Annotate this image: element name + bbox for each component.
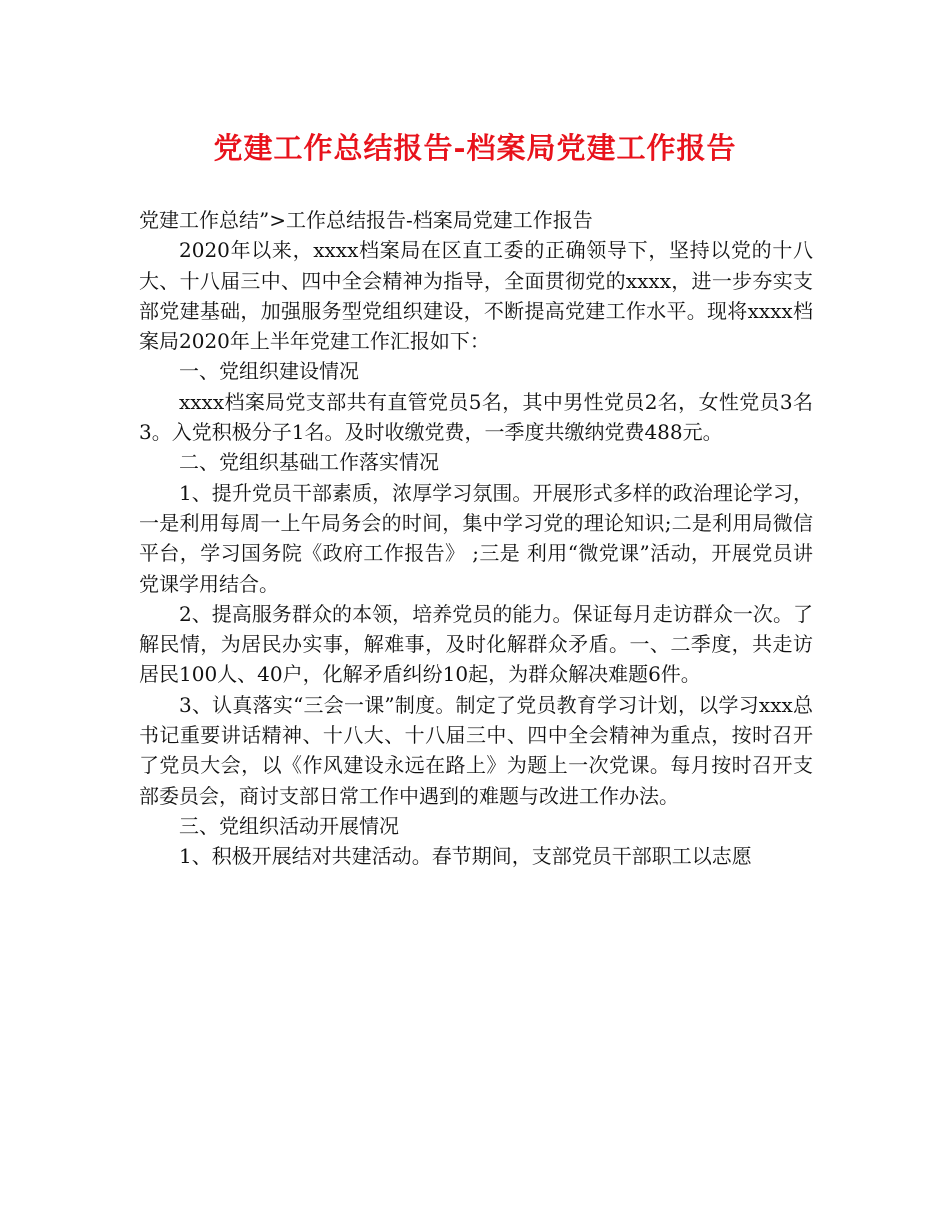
document-body xyxy=(139,205,813,872)
section-2-item-3: 3、认真落实“三会一课”制度。制定了党员教育学习计划，以学习xxx总书记重要讲话精神、十八大、十八届三中、四中全会精神为重点，按时召开了党员大会，以《作风建设永远在路上》为题上一次党课。每月按时召开支部委员会，商讨支部日常工作中遇到的难题与改进工作办法。 xyxy=(139,692,813,808)
section-heading-1: 一、党组织建设情况 xyxy=(179,359,359,384)
section-3-item-1: 1、积极开展结对共建活动。春节期间，支部党员干部职工以志愿 xyxy=(179,844,752,869)
section-2-item-2: 2、提高服务群众的本领，培养党员的能力。保证每月走访群众一次。了解民情，为居民办实事，解难事，及时化解群众矛盾。一、二季度，共走访居民100人、40户，化解矛盾纠纷10起，为群众解决难题6件。 xyxy=(139,601,813,687)
document-title: 党建工作总结报告-档案局党建工作报告 xyxy=(213,131,737,165)
breadcrumb-line: 党建工作总结”>工作总结报告-档案局党建工作报告 xyxy=(139,208,593,232)
intro-paragraph: 2020年以来，xxxx档案局在区直工委的正确领导下，坚持以党的十八大、十八届三中、四中全会精神为指导，全面贯彻党的xxxx，进一步夯实支部党建基础，加强服务型党组织建设，不断提高党建工作水平。现将xxxx档案局2020年上半年党建工作汇报如下： xyxy=(139,238,813,354)
section-1-paragraph: xxxx档案局党支部共有直管党员5名，其中男性党员2名，女性党员3名3。入党积极分子1名。及时收缴党费，一季度共缴纳党费488元。 xyxy=(139,389,813,445)
section-2-item-1: 1、提升党员干部素质，浓厚学习氛围。开展形式多样的政治理论学习，一是利用每周一上午局务会的时间，集中学习党的理论知识;二是利用局微信平台，学习国务院《政府工作报告》 ;三是 利用“微党课”活动，开展党员讲党课学用结合。 xyxy=(139,480,813,596)
section-heading-2: 二、党组织基础工作落实情况 xyxy=(179,450,439,475)
section-heading-3: 三、党组织活动开展情况 xyxy=(179,813,399,838)
